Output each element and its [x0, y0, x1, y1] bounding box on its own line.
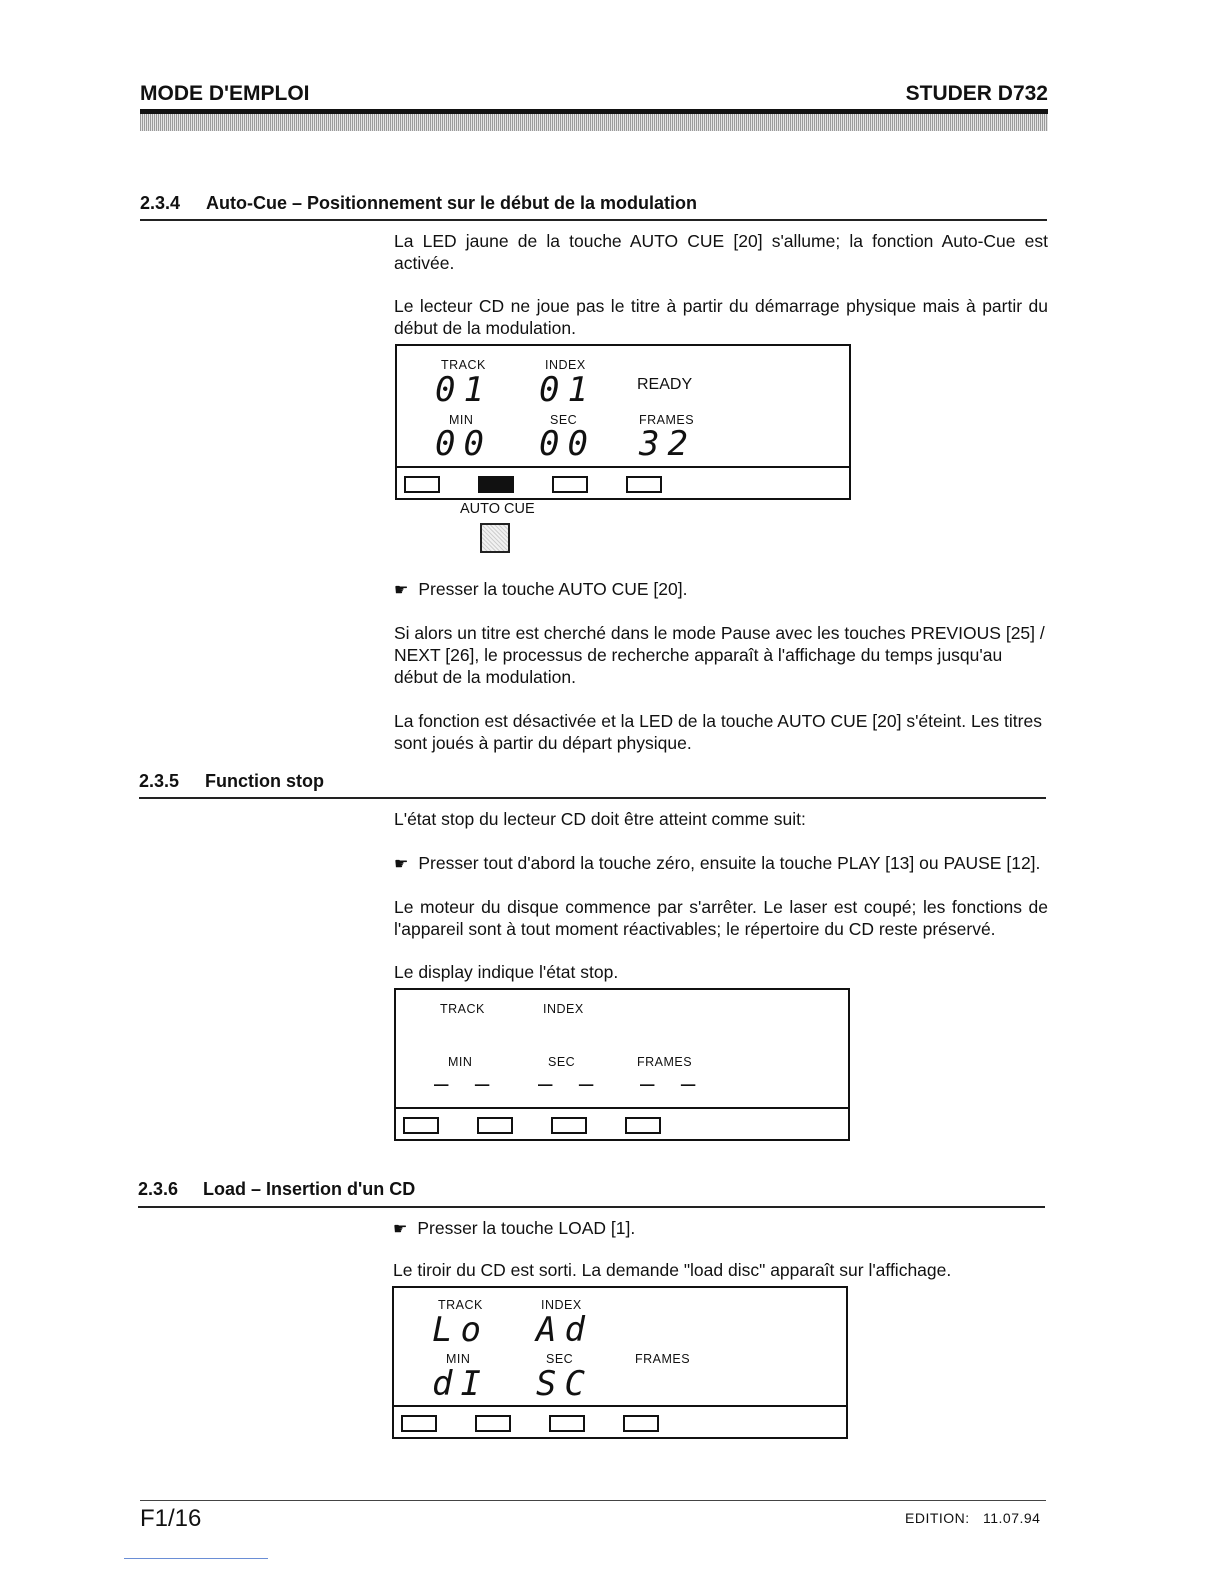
paragraph: Si alors un titre est cherché dans le mode Pause avec les touches PREVIOUS [25] / NEXT [26], le processus de recherche apparaît à l'affichage du temps jusqu'au début de la modulation. [394, 623, 1045, 687]
header-left: MODE D'EMPLOI [140, 82, 310, 105]
label-min: MIN [449, 413, 474, 427]
label-sec: SEC [546, 1352, 574, 1366]
paragraph: Le moteur du disque commence par s'arrêter. Le laser est coupé; les fonctions de l'appareil sont à tout moment réactivables; le répertoire du CD reste préservé. [394, 897, 1048, 939]
paragraph: Le tiroir du CD est sorti. La demande "load disc" apparaît sur l'affichage. [393, 1260, 952, 1280]
led-indicator [403, 1117, 439, 1134]
led-strip [396, 1107, 848, 1141]
frames-value: 32 [639, 424, 696, 464]
section-rule [139, 797, 1046, 799]
pointing-hand-icon: ☛ [394, 582, 409, 599]
sec-dashes: – – [538, 1070, 600, 1098]
label-track: TRACK [440, 1002, 485, 1016]
label-index: INDEX [545, 358, 586, 372]
page-number: F1/16 [140, 1505, 202, 1532]
led-indicator [404, 476, 440, 493]
min-value: 00 [435, 424, 492, 464]
instruction [393, 1217, 1047, 1241]
section-number: 2.3.6 [138, 1179, 179, 1199]
led-indicator [475, 1415, 511, 1432]
index-value: Ad [536, 1310, 593, 1350]
led-indicator [401, 1415, 437, 1432]
link-underline [124, 1558, 268, 1559]
label-frames: FRAMES [635, 1352, 691, 1366]
led-indicator [552, 476, 588, 493]
sec-value: 00 [539, 424, 596, 464]
frames-dashes: – – [640, 1070, 702, 1098]
lcd-display-load [392, 1286, 848, 1439]
min-dashes: – – [434, 1070, 496, 1098]
led-indicator [623, 1415, 659, 1432]
instruction [394, 578, 1048, 602]
label-frames: FRAMES [639, 413, 695, 427]
led-indicator [625, 1117, 661, 1134]
led-strip [394, 1405, 846, 1439]
label-min: MIN [448, 1055, 473, 1069]
sec-value: SC [536, 1364, 593, 1404]
track-value: Lo [432, 1310, 489, 1350]
led-indicator [477, 1117, 513, 1134]
min-value: dI [432, 1364, 489, 1404]
led-indicator [551, 1117, 587, 1134]
label-index: INDEX [541, 1298, 582, 1312]
pointing-hand-icon: ☛ [394, 856, 409, 873]
led-strip [397, 466, 849, 500]
header-right: STUDER D732 [905, 82, 1048, 105]
lcd-display-autocue [395, 344, 851, 500]
label-track: TRACK [438, 1298, 483, 1312]
label-min: MIN [446, 1352, 471, 1366]
footer-rule [140, 1500, 1046, 1501]
instruction-text: Presser la touche AUTO CUE [20]. [418, 579, 688, 599]
instruction-text: Presser tout d'abord la touche zéro, ensuite la touche PLAY [13] ou PAUSE [12]. [418, 853, 1041, 873]
led-indicator-autocue [478, 476, 514, 493]
section-rule [138, 1206, 1045, 1208]
lcd-display-stop [394, 988, 850, 1141]
edition-label: EDITION: [905, 1510, 970, 1526]
instruction-text: Presser la touche LOAD [1]. [417, 1218, 636, 1238]
header-bar [140, 109, 1048, 131]
edition-date: 11.07.94 [983, 1510, 1041, 1526]
autocue-button-label: AUTO CUE [460, 501, 535, 517]
led-indicator [549, 1415, 585, 1432]
section-title: Function stop [205, 771, 324, 791]
pointing-hand-icon: ☛ [393, 1221, 408, 1238]
instruction [394, 852, 1048, 876]
index-value: 01 [539, 370, 596, 410]
section-title: Auto-Cue – Positionnement sur le début de la modulation [206, 193, 698, 213]
paragraph: Le display indique l'état stop. [394, 962, 619, 982]
section-title: Load – Insertion d'un CD [203, 1179, 416, 1199]
section-number: 2.3.4 [140, 193, 181, 213]
section-rule [140, 219, 1047, 221]
autocue-button[interactable] [480, 523, 510, 553]
label-index: INDEX [543, 1002, 584, 1016]
paragraph: L'état stop du lecteur CD doit être atteint comme suit: [394, 809, 806, 829]
led-indicator [626, 476, 662, 493]
paragraph: La LED jaune de la touche AUTO CUE [20] s'allume; la fonction Auto-Cue est activée. [394, 231, 1048, 273]
paragraph: Le lecteur CD ne joue pas le titre à partir du démarrage physique mais à partir du début de la modulation. [394, 296, 1048, 338]
track-value: 01 [435, 370, 492, 410]
label-frames: FRAMES [637, 1055, 693, 1069]
label-track: TRACK [441, 358, 486, 372]
label-sec: SEC [548, 1055, 576, 1069]
paragraph: La fonction est désactivée et la LED de la touche AUTO CUE [20] s'éteint. Les titres sont joués à partir du départ physique. [394, 711, 1042, 753]
status-ready: READY [637, 376, 693, 393]
section-number: 2.3.5 [139, 771, 180, 791]
label-sec: SEC [550, 413, 578, 427]
